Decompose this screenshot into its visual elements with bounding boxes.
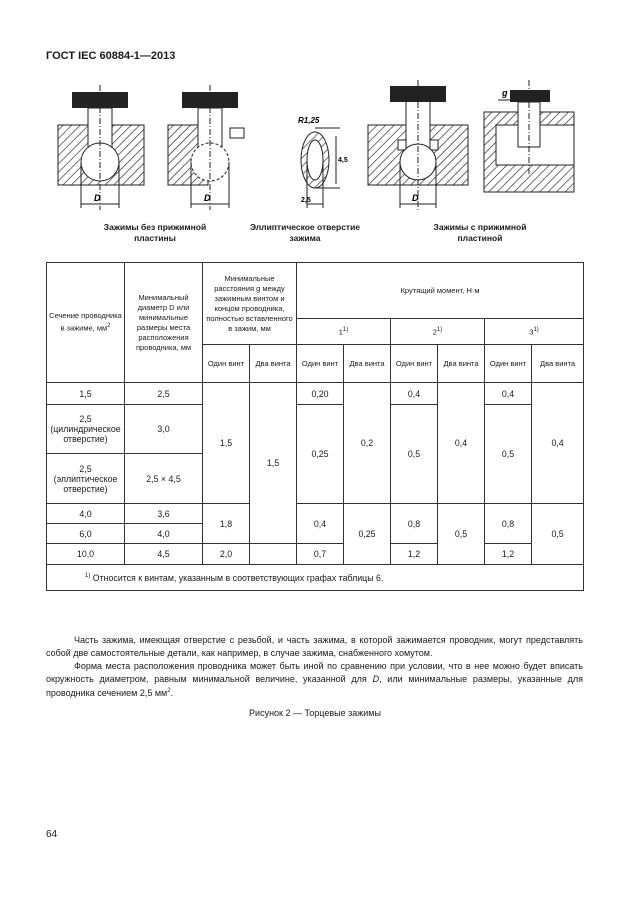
header-one-screw: Один винт <box>391 345 438 383</box>
caption-no-plate: Зажимы без прижимной пластины <box>103 222 207 243</box>
caption-with-plate: Зажимы с прижимной пластиной <box>433 222 527 243</box>
header-torque-3: 3$^{1)}$ <box>485 319 584 345</box>
page-number: 64 <box>46 829 58 840</box>
header-distance: Минимальные расстояния g между зажимным винтом и концом проводника, полностью вставленного в зажим, мм <box>203 263 297 345</box>
label-w: 2,5 <box>301 197 311 204</box>
terminal-drawing-4 <box>368 80 468 210</box>
terminal-drawing-1 <box>58 85 144 210</box>
header-section: Сечение проводника в зажиме, $мм^2$ <box>47 263 125 383</box>
label-r: R1,25 <box>298 116 320 125</box>
label-g: g <box>502 88 508 98</box>
header-torque: Крутящий момент, Н·м <box>297 263 584 319</box>
header-two-screws: Два винта <box>250 345 297 383</box>
document-header: ГОСТ IEC 60884-1—2013 <box>46 50 176 62</box>
header-one-screw: Один винт <box>297 345 344 383</box>
table-row: 6,0 4,0 <box>47 524 584 544</box>
table-row: 2,5 (эллиптическое отверстие) 2,5 × 4,5 <box>47 454 584 504</box>
terminal-drawing-3 <box>298 116 348 208</box>
caption-elliptic: Эллиптическое отверстие зажима <box>249 222 361 243</box>
terminal-drawing-2 <box>168 85 244 210</box>
label-d-2: D <box>204 193 211 203</box>
header-one-screw: Один винт <box>485 345 532 383</box>
label-d-4: D <box>412 193 419 203</box>
header-torque-1: 1$^{1)}$ <box>297 319 391 345</box>
terminal-drawing-5 <box>484 80 574 192</box>
header-diameter: Минимальный диаметр D или минимальные размеры места расположения проводника, мм <box>125 263 203 383</box>
table-row: 4,0 3,6 1,8 0,4 0,25 0,8 0,5 0,8 0,5 <box>47 504 584 524</box>
paragraph-1: Часть зажима, имеющая отверстие с резьбой, и часть зажима, в которой зажимается проводник, могут представлять собой две самостоятельные детали, как например, в случае зажима, снабженного хомутом. <box>46 635 583 658</box>
header-two-screws: Два винта <box>532 345 584 383</box>
label-d-1: D <box>94 193 101 203</box>
header-one-screw: Один винт <box>203 345 250 383</box>
table-row: 2,5 (цилиндрическое отверстие) 3,0 0,25 0,5 0,5 <box>47 405 584 454</box>
table-footnote: $^{1)}$ Относится к винтам, указанным в соответствующих графах таблицы 6. <box>47 565 584 591</box>
table-row: 1,5 2,5 1,5 1,5 0,20 0,2 0,4 0,4 0,4 0,4 <box>47 383 584 405</box>
table-row: 10,0 4,5 2,0 0,7 1,2 1,2 <box>47 544 584 565</box>
header-two-screws: Два винта <box>438 345 485 383</box>
paragraph-2: Форма места расположения проводника может быть иной по сравнению при условии, что в нее можно будет вписать окружность диаметром, равным минимальной величине, указанной для D, или минимальные размеры, указанные для проводника сечением 2,5 $мм^2$. <box>46 661 583 698</box>
figure-caption: Рисунок 2 — Торцевые зажимы <box>249 708 381 718</box>
header-torque-2: 2$^{1)}$ <box>391 319 485 345</box>
clamp-table <box>46 262 584 591</box>
label-h: 4,5 <box>338 157 348 164</box>
header-two-screws: Два винта <box>344 345 391 383</box>
terminal-drawings <box>40 80 585 220</box>
